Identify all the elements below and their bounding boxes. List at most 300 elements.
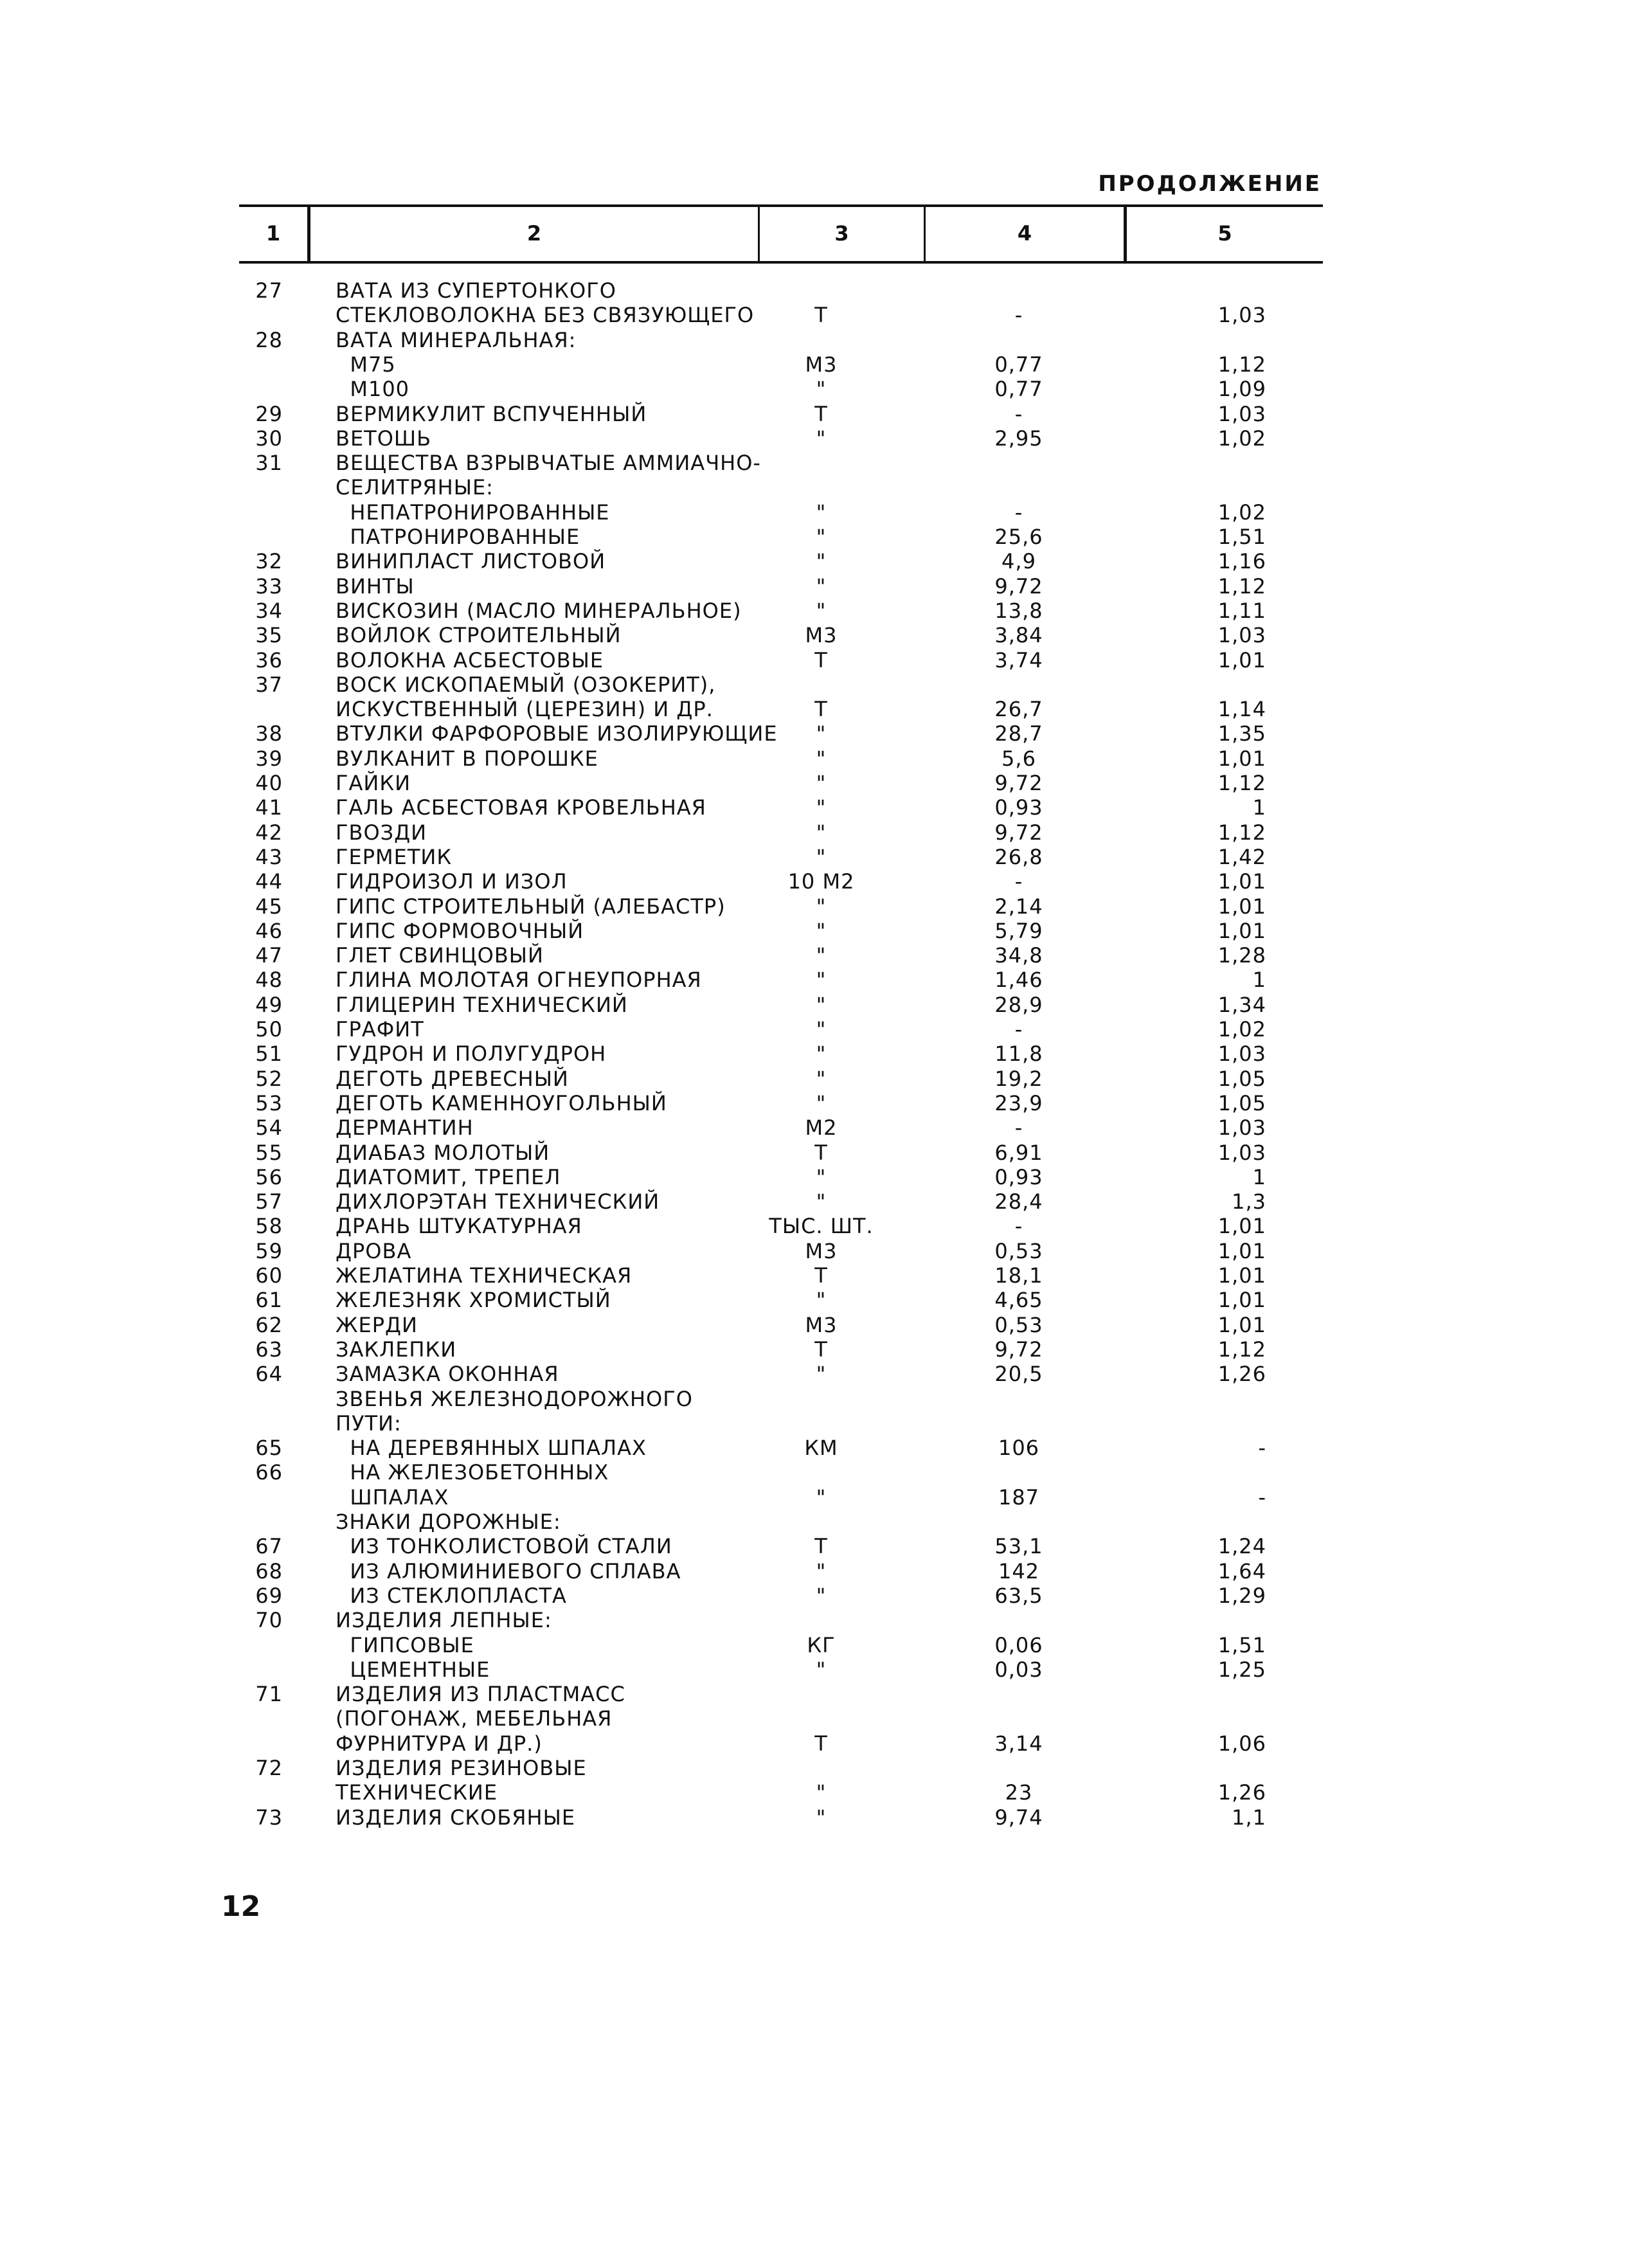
table-header-bottom-rule xyxy=(239,261,1323,264)
value-col4: 3,74 xyxy=(994,648,1043,672)
unit: Т xyxy=(814,648,828,672)
value-col5: 1,01 xyxy=(1217,1214,1266,1238)
value-col4: 187 xyxy=(998,1485,1040,1510)
value-col4: 4,9 xyxy=(1001,549,1036,573)
value-col4: 19,2 xyxy=(994,1067,1043,1091)
table-row xyxy=(0,500,1652,525)
value-col5: 1 xyxy=(1252,968,1266,992)
item-name: ЖЕЛАТИНА ТЕХНИЧЕСКАЯ xyxy=(336,1263,633,1288)
unit: " xyxy=(816,1485,827,1510)
value-col4: 0,77 xyxy=(994,377,1043,401)
value-col5: 1,01 xyxy=(1217,894,1266,919)
unit: " xyxy=(816,771,827,795)
value-col5: 1,42 xyxy=(1217,845,1266,869)
table-row xyxy=(0,451,1652,475)
row-number: 35 xyxy=(255,623,283,647)
unit: " xyxy=(816,1042,827,1066)
value-col4: 5,6 xyxy=(1001,746,1036,771)
value-col5: 1,03 xyxy=(1217,402,1266,426)
table-row xyxy=(0,1780,1652,1805)
item-name: ВИНИПЛАСТ ЛИСТОВОЙ xyxy=(336,549,606,573)
table-row xyxy=(0,1189,1652,1214)
row-number: 72 xyxy=(255,1756,283,1780)
unit: " xyxy=(816,1657,827,1682)
value-col4: 2,14 xyxy=(994,894,1043,919)
value-col5: 1,12 xyxy=(1217,574,1266,599)
table-row xyxy=(0,1387,1652,1411)
table-row xyxy=(0,1115,1652,1140)
unit: " xyxy=(816,1584,827,1608)
table-row xyxy=(0,426,1652,451)
item-name: ТЕХНИЧЕСКИЕ xyxy=(336,1780,498,1805)
table-row xyxy=(0,1337,1652,1362)
value-col4: 11,8 xyxy=(994,1042,1043,1066)
table-row xyxy=(0,1731,1652,1756)
row-number: 40 xyxy=(255,771,283,795)
table-row xyxy=(0,1559,1652,1584)
table-row xyxy=(0,1141,1652,1165)
table-top-rule xyxy=(239,204,1323,207)
row-number: 44 xyxy=(255,869,283,894)
table-row xyxy=(0,1633,1652,1657)
value-col5: 1,03 xyxy=(1217,623,1266,647)
table-row xyxy=(0,919,1652,943)
value-col4: - xyxy=(1014,303,1023,327)
row-number: 52 xyxy=(255,1067,283,1091)
item-name: ГИПСОВЫЕ xyxy=(336,1633,474,1657)
row-number: 60 xyxy=(255,1263,283,1288)
table-row xyxy=(0,1657,1652,1682)
item-name: ПАТРОНИРОВАННЫЕ xyxy=(336,525,580,549)
value-col5: 1,02 xyxy=(1217,426,1266,451)
table-row xyxy=(0,599,1652,623)
table-row xyxy=(0,894,1652,919)
page-number: 12 xyxy=(221,1890,261,1923)
item-name: ДИАТОМИТ, ТРЕПЕЛ xyxy=(336,1165,561,1189)
column-header-3: 3 xyxy=(834,221,849,246)
unit: Т xyxy=(814,1263,828,1288)
value-col4: 0,77 xyxy=(994,352,1043,377)
table-row xyxy=(0,1017,1652,1042)
value-col4: 9,72 xyxy=(994,1337,1043,1362)
unit: М3 xyxy=(805,623,838,647)
value-col4: 0,93 xyxy=(994,795,1043,820)
unit: " xyxy=(816,845,827,869)
table-row xyxy=(0,1485,1652,1510)
row-number: 67 xyxy=(255,1534,283,1558)
value-col4: 34,8 xyxy=(994,943,1043,968)
row-number: 29 xyxy=(255,402,283,426)
value-col5: 1,03 xyxy=(1217,1042,1266,1066)
unit: Т xyxy=(814,1731,828,1756)
value-col5: 1 xyxy=(1252,1165,1266,1189)
value-col4: 0,53 xyxy=(994,1239,1043,1263)
table-row xyxy=(0,845,1652,869)
row-number: 27 xyxy=(255,278,283,303)
unit: КГ xyxy=(807,1633,836,1657)
item-name: ИЗ ТОНКОЛИСТОВОЙ СТАЛИ xyxy=(336,1534,672,1558)
row-number: 38 xyxy=(255,721,283,746)
item-name: ЦЕМЕНТНЫЕ xyxy=(336,1657,490,1682)
item-name: ВЕЩЕСТВА ВЗРЫВЧАТЫЕ АММИАЧНО- xyxy=(336,451,761,475)
value-col5: 1,3 xyxy=(1232,1189,1266,1214)
table-row xyxy=(0,1584,1652,1608)
row-number: 54 xyxy=(255,1115,283,1140)
column-header-5: 5 xyxy=(1217,221,1232,246)
item-name: ДИХЛОРЭТАН ТЕХНИЧЕСКИЙ xyxy=(336,1189,660,1214)
unit: М2 xyxy=(805,1115,838,1140)
value-col4: 18,1 xyxy=(994,1263,1043,1288)
table-row xyxy=(0,1706,1652,1731)
value-col4: 4,65 xyxy=(994,1288,1043,1312)
table-row xyxy=(0,1042,1652,1066)
unit: " xyxy=(816,746,827,771)
row-number: 28 xyxy=(255,328,283,352)
value-col5: 1,29 xyxy=(1217,1584,1266,1608)
row-number: 32 xyxy=(255,549,283,573)
row-number: 66 xyxy=(255,1460,283,1484)
row-number: 71 xyxy=(255,1682,283,1706)
item-name: ГУДРОН И ПОЛУГУДРОН xyxy=(336,1042,607,1066)
table-row xyxy=(0,1534,1652,1558)
value-col4: 53,1 xyxy=(994,1534,1043,1558)
table-row xyxy=(0,1608,1652,1632)
row-number: 61 xyxy=(255,1288,283,1312)
row-number: 59 xyxy=(255,1239,283,1263)
unit: Т xyxy=(814,402,828,426)
table-row xyxy=(0,648,1652,672)
unit: " xyxy=(816,1288,827,1312)
table-row xyxy=(0,820,1652,845)
unit: 10 М2 xyxy=(787,869,855,894)
item-name: ВОСК ИСКОПАЕМЫЙ (ОЗОКЕРИТ), xyxy=(336,672,716,697)
unit: Т xyxy=(814,1337,828,1362)
item-name: ГАЛЬ АСБЕСТОВАЯ КРОВЕЛЬНАЯ xyxy=(336,795,706,820)
item-name: М100 xyxy=(336,377,410,401)
value-col5: 1,1 xyxy=(1232,1805,1266,1830)
value-col4: - xyxy=(1014,1017,1023,1042)
row-number: 46 xyxy=(255,919,283,943)
column-header-2: 2 xyxy=(526,221,542,246)
item-name: ГЛИНА МОЛОТАЯ ОГНЕУПОРНАЯ xyxy=(336,968,702,992)
table-row xyxy=(0,1460,1652,1484)
value-col4: 5,79 xyxy=(994,919,1043,943)
table-row xyxy=(0,771,1652,795)
item-name: ГЛИЦЕРИН ТЕХНИЧЕСКИЙ xyxy=(336,993,628,1017)
row-number: 45 xyxy=(255,894,283,919)
item-name: СТЕКЛОВОЛОКНА БЕЗ СВЯЗУЮЩЕГО xyxy=(336,303,755,327)
table-row xyxy=(0,993,1652,1017)
item-name: ВЕТОШЬ xyxy=(336,426,432,451)
value-col5: 1,26 xyxy=(1217,1780,1266,1805)
unit: М3 xyxy=(805,1313,838,1337)
value-col4: 142 xyxy=(998,1559,1040,1584)
value-col4: 3,14 xyxy=(994,1731,1043,1756)
row-number: 73 xyxy=(255,1805,283,1830)
item-name: ШПАЛАХ xyxy=(336,1485,449,1510)
value-col4: - xyxy=(1014,402,1023,426)
value-col5: - xyxy=(1258,1436,1266,1460)
value-col5: 1,51 xyxy=(1217,1633,1266,1657)
value-col4: 28,4 xyxy=(994,1189,1043,1214)
table-row xyxy=(0,574,1652,599)
value-col5: 1,05 xyxy=(1217,1067,1266,1091)
table-row xyxy=(0,672,1652,697)
table-row xyxy=(0,525,1652,549)
table-row xyxy=(0,1165,1652,1189)
unit: Т xyxy=(814,697,828,721)
unit: М3 xyxy=(805,352,838,377)
table-row xyxy=(0,1313,1652,1337)
value-col5: 1,01 xyxy=(1217,1239,1266,1263)
table-row xyxy=(0,475,1652,500)
row-number: 68 xyxy=(255,1559,283,1584)
row-number: 33 xyxy=(255,574,283,599)
row-number: 48 xyxy=(255,968,283,992)
value-col5: 1,12 xyxy=(1217,771,1266,795)
item-name: ПУТИ: xyxy=(336,1411,402,1436)
value-col4: 9,72 xyxy=(994,574,1043,599)
row-number: 69 xyxy=(255,1584,283,1608)
value-col4: 20,5 xyxy=(994,1362,1043,1386)
item-name: ВИСКОЗИН (МАСЛО МИНЕРАЛЬНОЕ) xyxy=(336,599,742,623)
row-number: 55 xyxy=(255,1141,283,1165)
value-col5: 1,01 xyxy=(1217,869,1266,894)
value-col4: - xyxy=(1014,1115,1023,1140)
unit: " xyxy=(816,1091,827,1115)
unit: " xyxy=(816,820,827,845)
unit: " xyxy=(816,426,827,451)
value-col4: 28,9 xyxy=(994,993,1043,1017)
row-number: 34 xyxy=(255,599,283,623)
value-col5: 1,24 xyxy=(1217,1534,1266,1558)
item-name: ГЛЕТ СВИНЦОВЫЙ xyxy=(336,943,544,968)
item-name: НА ЖЕЛЕЗОБЕТОННЫХ xyxy=(336,1460,609,1484)
unit: " xyxy=(816,919,827,943)
item-name: ЖЕРДИ xyxy=(336,1313,418,1337)
value-col5: 1,25 xyxy=(1217,1657,1266,1682)
item-name: ИСКУСТВЕННЫЙ (ЦЕРЕЗИН) И ДР. xyxy=(336,697,714,721)
item-name: ИЗ СТЕКЛОПЛАСТА xyxy=(336,1584,567,1608)
unit: " xyxy=(816,549,827,573)
column-header-1: 1 xyxy=(265,221,281,246)
row-number: 49 xyxy=(255,993,283,1017)
value-col4: 9,72 xyxy=(994,771,1043,795)
value-col4: 23,9 xyxy=(994,1091,1043,1115)
item-name: ГИДРОИЗОЛ И ИЗОЛ xyxy=(336,869,568,894)
item-name: ЗАМАЗКА ОКОННАЯ xyxy=(336,1362,559,1386)
unit: " xyxy=(816,993,827,1017)
item-name: ГВОЗДИ xyxy=(336,820,427,845)
value-col5: 1,01 xyxy=(1217,1263,1266,1288)
value-col4: - xyxy=(1014,869,1023,894)
value-col5: 1,51 xyxy=(1217,525,1266,549)
column-header-4: 4 xyxy=(1017,221,1032,246)
row-number: 42 xyxy=(255,820,283,845)
value-col5: 1,01 xyxy=(1217,648,1266,672)
item-name: ИЗДЕЛИЯ СКОБЯНЫЕ xyxy=(336,1805,576,1830)
item-name: ВИНТЫ xyxy=(336,574,415,599)
table-row xyxy=(0,1214,1652,1238)
value-col5: 1,26 xyxy=(1217,1362,1266,1386)
item-name: ДЕГОТЬ ДРЕВЕСНЫЙ xyxy=(336,1067,569,1091)
table-row xyxy=(0,1362,1652,1386)
value-col5: 1,12 xyxy=(1217,820,1266,845)
table-row xyxy=(0,1682,1652,1706)
value-col4: 3,84 xyxy=(994,623,1043,647)
value-col4: 0,53 xyxy=(994,1313,1043,1337)
item-name: ВТУЛКИ ФАРФОРОВЫЕ ИЗОЛИРУЮЩИЕ xyxy=(336,721,778,746)
table-row xyxy=(0,1091,1652,1115)
unit: " xyxy=(816,1362,827,1386)
item-name: ЖЕЛЕЗНЯК ХРОМИСТЫЙ xyxy=(336,1288,611,1312)
item-name: ВУЛКАНИТ В ПОРОШКЕ xyxy=(336,746,598,771)
table-row xyxy=(0,943,1652,968)
value-col5: 1,64 xyxy=(1217,1559,1266,1584)
value-col4: 1,46 xyxy=(994,968,1043,992)
item-name: (ПОГОНАЖ, МЕБЕЛЬНАЯ xyxy=(336,1706,613,1731)
value-col4: 9,72 xyxy=(994,820,1043,845)
value-col4: 26,7 xyxy=(994,697,1043,721)
table-row xyxy=(0,328,1652,352)
table-row xyxy=(0,549,1652,573)
row-number: 62 xyxy=(255,1313,283,1337)
value-col4: 0,93 xyxy=(994,1165,1043,1189)
unit: КМ xyxy=(804,1436,838,1460)
unit: ТЫС. ШТ. xyxy=(769,1214,874,1238)
value-col4: 13,8 xyxy=(994,599,1043,623)
unit: " xyxy=(816,1165,827,1189)
table-row xyxy=(0,1288,1652,1312)
value-col5: 1,11 xyxy=(1217,599,1266,623)
row-number: 31 xyxy=(255,451,283,475)
table-row xyxy=(0,377,1652,401)
unit: М3 xyxy=(805,1239,838,1263)
row-number: 57 xyxy=(255,1189,283,1214)
value-col4: 0,06 xyxy=(994,1633,1043,1657)
table-row xyxy=(0,1239,1652,1263)
table-row xyxy=(0,1263,1652,1288)
value-col5: 1,34 xyxy=(1217,993,1266,1017)
item-name: ГИПС ФОРМОВОЧНЫЙ xyxy=(336,919,584,943)
unit: " xyxy=(816,599,827,623)
item-name: ЗВЕНЬЯ ЖЕЛЕЗНОДОРОЖНОГО xyxy=(336,1387,693,1411)
value-col5: 1,16 xyxy=(1217,549,1266,573)
table-row xyxy=(0,303,1652,327)
unit: " xyxy=(816,525,827,549)
item-name: НА ДЕРЕВЯННЫХ ШПАЛАХ xyxy=(336,1436,647,1460)
row-number: 30 xyxy=(255,426,283,451)
row-number: 56 xyxy=(255,1165,283,1189)
unit: " xyxy=(816,1559,827,1584)
value-col5: 1,01 xyxy=(1217,1288,1266,1312)
item-name: ГЕРМЕТИК xyxy=(336,845,453,869)
table-row xyxy=(0,402,1652,426)
row-number: 47 xyxy=(255,943,283,968)
value-col4: 63,5 xyxy=(994,1584,1043,1608)
value-col4: 9,74 xyxy=(994,1805,1043,1830)
row-number: 51 xyxy=(255,1042,283,1066)
item-name: ВАТА ИЗ СУПЕРТОНКОГО xyxy=(336,278,616,303)
value-col5: 1,06 xyxy=(1217,1731,1266,1756)
row-number: 36 xyxy=(255,648,283,672)
item-name: ИЗ АЛЮМИНИЕВОГО СПЛАВА xyxy=(336,1559,681,1584)
unit: " xyxy=(816,968,827,992)
value-col4: 106 xyxy=(998,1436,1040,1460)
table-row xyxy=(0,721,1652,746)
value-col4: 28,7 xyxy=(994,721,1043,746)
value-col4: 26,8 xyxy=(994,845,1043,869)
table-row xyxy=(0,1756,1652,1780)
unit: " xyxy=(816,894,827,919)
item-name: ГИПС СТРОИТЕЛЬНЫЙ (АЛЕБАСТР) xyxy=(336,894,726,919)
table-row xyxy=(0,623,1652,647)
unit: " xyxy=(816,1189,827,1214)
item-name: ГАЙКИ xyxy=(336,771,411,795)
value-col5: 1,05 xyxy=(1217,1091,1266,1115)
table-row xyxy=(0,352,1652,377)
item-name: М75 xyxy=(336,352,396,377)
row-number: 64 xyxy=(255,1362,283,1386)
row-number: 70 xyxy=(255,1608,283,1632)
table-row xyxy=(0,1510,1652,1534)
table-row xyxy=(0,795,1652,820)
value-col5: 1,01 xyxy=(1217,746,1266,771)
item-name: ВОЛОКНА АСБЕСТОВЫЕ xyxy=(336,648,604,672)
row-number: 53 xyxy=(255,1091,283,1115)
value-col5: 1,35 xyxy=(1217,721,1266,746)
unit: " xyxy=(816,943,827,968)
value-col5: 1,12 xyxy=(1217,1337,1266,1362)
value-col5: 1,03 xyxy=(1217,1115,1266,1140)
unit: " xyxy=(816,1017,827,1042)
value-col4: 6,91 xyxy=(994,1141,1043,1165)
value-col5: 1,01 xyxy=(1217,1313,1266,1337)
table-row xyxy=(0,746,1652,771)
table-row xyxy=(0,278,1652,303)
value-col5: 1,02 xyxy=(1217,500,1266,525)
unit: Т xyxy=(814,1534,828,1558)
value-col4: - xyxy=(1014,1214,1023,1238)
value-col5: 1,03 xyxy=(1217,303,1266,327)
item-name: ДЕРМАНТИН xyxy=(336,1115,474,1140)
value-col5: 1,14 xyxy=(1217,697,1266,721)
value-col5: 1,12 xyxy=(1217,352,1266,377)
table-row xyxy=(0,968,1652,992)
item-name: НЕПАТРОНИРОВАННЫЕ xyxy=(336,500,610,525)
value-col5: 1,09 xyxy=(1217,377,1266,401)
value-col5: 1,01 xyxy=(1217,919,1266,943)
item-name: ВЕРМИКУЛИТ ВСПУЧЕННЫЙ xyxy=(336,402,647,426)
row-number: 50 xyxy=(255,1017,283,1042)
item-name: ЗНАКИ ДОРОЖНЫЕ: xyxy=(336,1510,561,1534)
item-name: ИЗДЕЛИЯ РЕЗИНОВЫЕ xyxy=(336,1756,587,1780)
value-col4: - xyxy=(1014,500,1023,525)
item-name: ДРАНЬ ШТУКАТУРНАЯ xyxy=(336,1214,582,1238)
table-row xyxy=(0,697,1652,721)
table-row xyxy=(0,1805,1652,1830)
item-name: ВАТА МИНЕРАЛЬНАЯ: xyxy=(336,328,577,352)
item-name: СЕЛИТРЯНЫЕ: xyxy=(336,475,494,500)
item-name: ИЗДЕЛИЯ ИЗ ПЛАСТМАСС xyxy=(336,1682,625,1706)
unit: " xyxy=(816,1805,827,1830)
unit: " xyxy=(816,1780,827,1805)
item-name: ФУРНИТУРА И ДР.) xyxy=(336,1731,543,1756)
table-row xyxy=(0,869,1652,894)
unit: " xyxy=(816,721,827,746)
unit: " xyxy=(816,574,827,599)
table-row xyxy=(0,1067,1652,1091)
